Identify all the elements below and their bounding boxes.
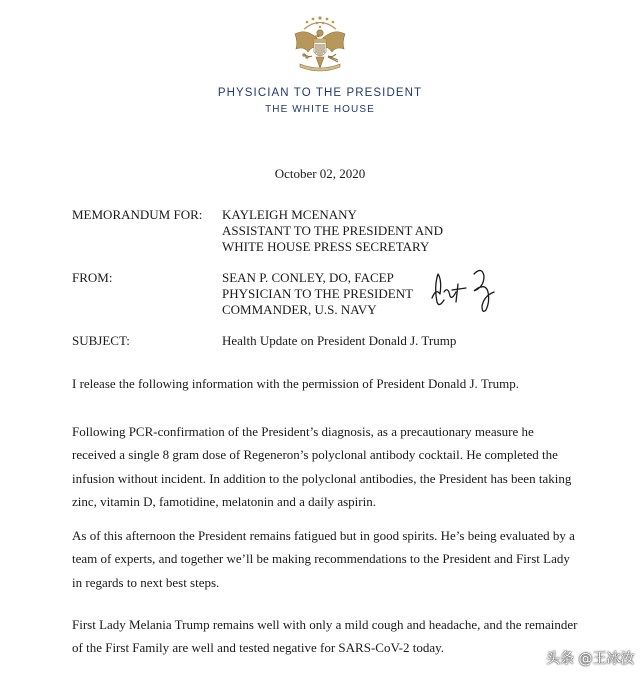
paragraph-line: As of this afternoon the President remains fatigued but in good spirits. He’s being evaluated by a — [72, 528, 575, 543]
paragraph-line: infusion without incident. In addition to the polyclonal antibodies, the President has been taking — [72, 470, 572, 486]
memo-for-line-1: KAYLEIGH MCENANY — [222, 207, 357, 222]
paragraph-line: zinc, vitamin D, famotidine, melatonin and a daily aspirin. — [72, 493, 376, 509]
body-paragraph-4 — [72, 613, 592, 660]
paragraph-line: team of experts, and together we’ll be making recommendations to the President and First Lady — [72, 551, 570, 567]
memo-from-line-1: SEAN P. CONLEY, DO, FACEP — [222, 270, 394, 285]
body-paragraph-1 — [72, 372, 592, 395]
body-paragraph-2 — [72, 420, 592, 513]
memo-for-line-3: WHITE HOUSE PRESS SECRETARY — [222, 239, 430, 254]
memo-from-line-3: COMMANDER, U.S. NAVY — [222, 302, 377, 317]
watermark-text: 头条 @王冰汝 — [546, 651, 635, 667]
letterhead-title: PHYSICIAN TO THE PRESIDENT — [217, 87, 423, 99]
body-paragraph-3 — [72, 524, 592, 594]
letterhead-subtitle: THE WHITE HOUSE — [265, 104, 375, 115]
paragraph-line: received a single 8 gram dose of Regeneron’s polyclonal antibody cocktail. He completed the — [72, 447, 558, 463]
memo-subject-label: SUBJECT: — [72, 333, 130, 348]
memo-from-line-2: PHYSICIAN TO THE PRESIDENT — [222, 286, 414, 301]
memo-for-label: MEMORANDUM FOR: — [72, 207, 203, 222]
paragraph-line: First Lady Melania Trump remains well with only a mild cough and headache, and the remainder — [72, 617, 578, 632]
memo-subject-value: Health Update on President Donald J. Trump — [222, 333, 457, 348]
memo-from-label: FROM: — [72, 270, 113, 285]
paragraph-line: in regards to next best steps. — [72, 574, 220, 590]
memo-date: October 02, 2020 — [274, 166, 366, 181]
paragraph-line: I release the following information with the permission of President Donald J. Trump. — [72, 376, 519, 391]
handwritten-signature-icon — [428, 262, 500, 314]
paragraph-line: Following PCR-confirmation of the President’s diagnosis, as a precautionary measure he — [72, 424, 534, 439]
paragraph-line: of the First Family are well and tested negative for SARS-CoV-2 today. — [72, 640, 445, 656]
presidential-seal-icon — [290, 14, 350, 76]
memo-for-line-2: ASSISTANT TO THE PRESIDENT AND — [222, 223, 443, 238]
